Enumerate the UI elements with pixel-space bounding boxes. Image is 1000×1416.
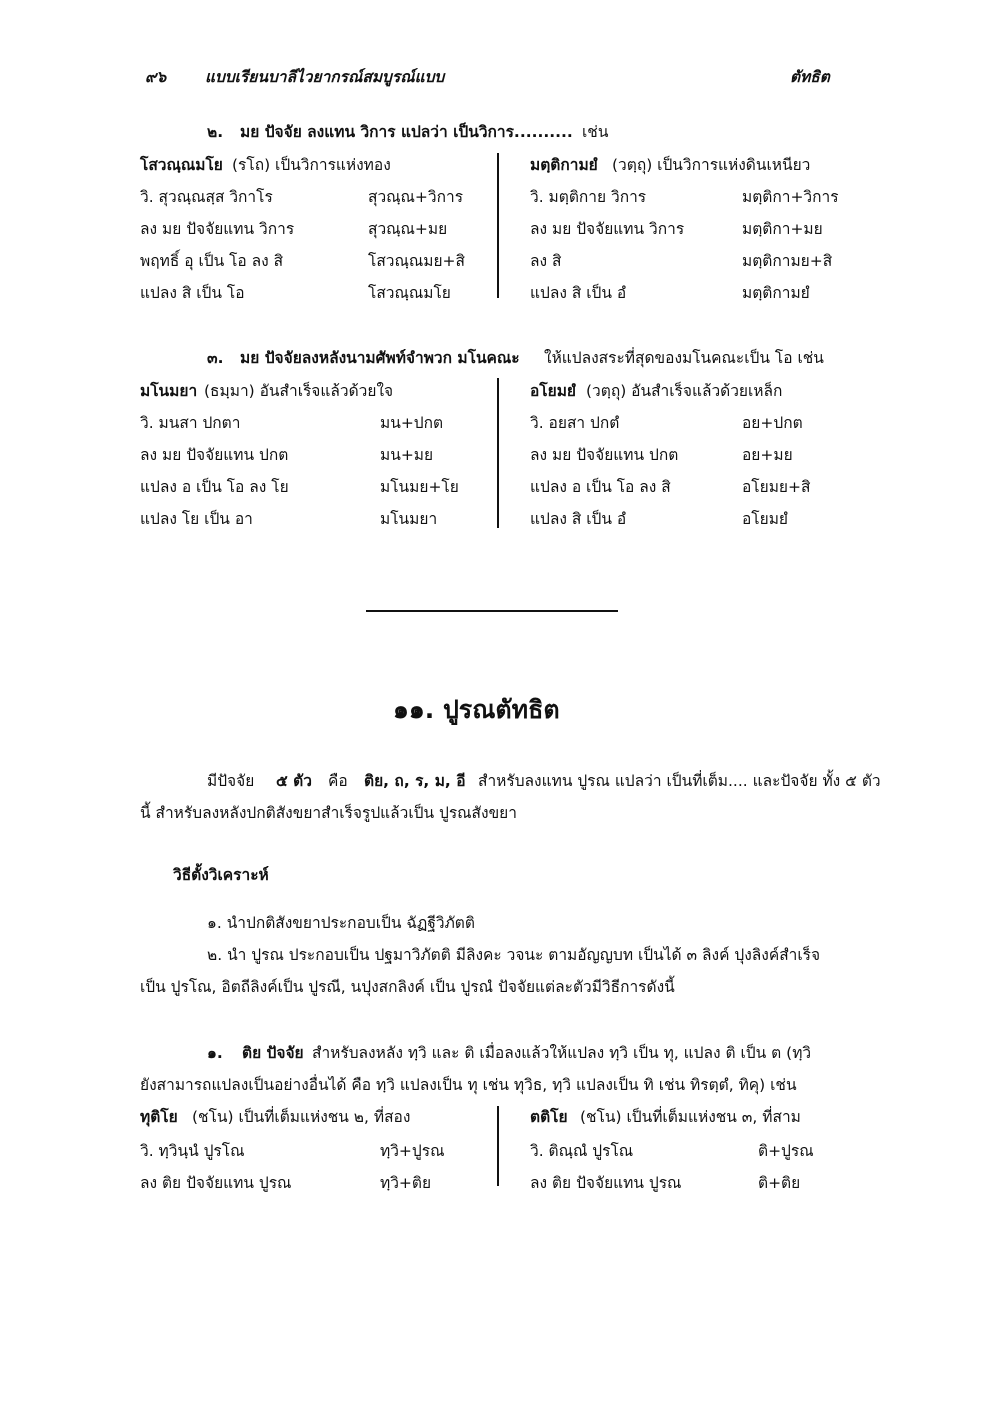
suffix-count: ๕ ตัว [276,772,312,790]
derivation-step: ลง มย ปัจจัยแทน ปกต [140,446,289,464]
tiya-text: ยังสามารถแปลงเป็นอย่างอื่นได้ คือ ทฺวิ แปลงเป็น ทุ เช่น ทุวิธ, ทฺวิ แปลงเป็น ทิ เช่น ทิรตฺตํ, ทิคุ) เช่น [140,1076,797,1094]
tiya-name: ติย ปัจจัย [242,1044,304,1062]
section-3-number: ๓. [207,349,224,367]
derivation-result: มน+ปกต [380,414,444,432]
derivation-result: มน+มย [380,446,434,464]
example-word: ทุติโย [140,1108,178,1126]
suffix-list: ติย, ถ, ร, ม, อี [364,772,466,790]
derivation-result: ทฺวิ+ติย [380,1174,432,1192]
derivation-step: ลง มย ปัจจัยแทน วิการ [530,220,685,238]
derivation-result: อย+มย [742,446,793,464]
intro-text: คือ [328,772,348,790]
derivation-step: พฤทธิ์ อุ เป็น โอ ลง สิ [140,252,284,270]
example-desc: (ธมฺมา) อันสำเร็จแล้วด้วยใจ [204,382,394,400]
section-2-heading: มย ปัจจัย ลงแทน วิการ แปลว่า เป็นวิการ.......... [240,123,573,141]
derivation-result: มโนมย+โย [380,478,459,496]
column-divider [497,153,499,298]
section-divider [366,610,618,612]
derivation-result: สุวณฺณ+มย [368,220,448,238]
intro-text: นี้ สำหรับลงหลังปกติสังขยาสำเร็จรูปแล้วเป็น ปูรณสังขยา [140,804,517,822]
example-desc: (วตฺถุ) อันสำเร็จแล้วด้วยเหล็ก [586,382,783,400]
derivation-step: ลง ติย ปัจจัยแทน ปูรณ [140,1174,292,1192]
method-item: ๒. นำ ปูรณ ประกอบเป็น ปฐมาวิภัตติ มีลิงคะ วจนะ ตามอัญญบท เป็นได้ ๓ ลิงค์ ปุงลิงค์สำเร็จ [207,946,821,964]
derivation-step: ลง สิ [530,252,562,270]
derivation-result: มตฺติกา+วิการ [742,188,839,206]
derivation-step: วิ. มนสา ปกตา [140,414,241,432]
derivation-result: มโนมยา [380,510,438,528]
derivation-step: วิ. สุวณฺณสฺส วิกาโร [140,188,273,206]
section-3-heading: มย ปัจจัยลงหลังนามศัพท์จำพวก มโนคณะ [240,349,520,367]
derivation-result: อย+ปกต [742,414,803,432]
derivation-step: แปลง สิ เป็น โอ [140,284,245,302]
derivation-result: มตฺติกามย+สิ [742,252,833,270]
page-number: ๙๖ [145,68,167,86]
method-item: ๑. นำปกติสังขยาประกอบเป็น ฉัฏฐีวิภัตติ [207,914,475,932]
derivation-result: ติ+ปูรณ [758,1142,814,1160]
derivation-step: วิ. ติณฺณํ ปูรโณ [530,1142,634,1160]
derivation-result: มตฺติกามยํ [742,284,810,302]
book-title: แบบเรียนบาลีไวยากรณ์สมบูรณ์แบบ [205,68,445,86]
example-word: อโยมยํ [530,382,577,400]
example-desc: (ชโน) เป็นที่เต็มแห่งชน ๒, ที่สอง [192,1108,411,1126]
derivation-result: อโยมยํ [742,510,789,528]
derivation-step: ลง มย ปัจจัยแทน วิการ [140,220,295,238]
derivation-step: ลง มย ปัจจัยแทน ปกต [530,446,679,464]
example-desc: (ชโน) เป็นที่เต็มแห่งชน ๓, ที่สาม [580,1108,801,1126]
derivation-step: แปลง อ เป็น โอ ลง สิ [530,478,671,496]
derivation-step: แปลง สิ เป็น อํ [530,510,627,528]
derivation-step: วิ. มตฺติกาย วิการ [530,188,647,206]
section-3-heading-tail: ให้แปลงสระที่สุดของมโนคณะเป็น โอ เช่น [544,349,824,367]
example-word: ตติโย [530,1108,568,1126]
column-divider [497,378,499,528]
derivation-step: แปลง โย เป็น อา [140,510,253,528]
chapter-label: ตัทธิต [790,68,830,86]
intro-text: สำหรับลงแทน ปูรณ แปลว่า เป็นที่เต็ม.... และปัจจัย ทั้ง ๕ ตัว [478,772,881,790]
tiya-text: สำหรับลงหลัง ทฺวิ และ ติ เมื่อลงแล้วให้แปลง ทฺวิ เป็น ทุ, แปลง ติ เป็น ต (ทฺวิ [312,1044,812,1062]
derivation-step: วิ. ทฺวินฺนํ ปูรโณ [140,1142,245,1160]
example-word: มตฺติกามยํ [530,156,598,174]
example-desc: (รโถ) เป็นวิการแห่งทอง [232,156,391,174]
example-word: โสวณฺณมโย [140,156,223,174]
intro-text: มีปัจจัย [207,772,255,790]
derivation-result: โสวณฺณมโย [368,284,451,302]
column-divider [497,1106,499,1186]
tiya-number: ๑. [207,1044,223,1062]
section-2-heading-tail: เช่น [582,123,609,141]
derivation-step: แปลง สิ เป็น อํ [530,284,627,302]
derivation-step: วิ. อยสา ปกตํ [530,414,620,432]
chapter-title: ๑๑. ปูรณตัทธิต [393,695,560,724]
derivation-result: มตฺติกา+มย [742,220,823,238]
derivation-result: ทฺวิ+ปูรณ [380,1142,445,1160]
derivation-step: ลง ติย ปัจจัยแทน ปูรณ [530,1174,682,1192]
derivation-step: แปลง อ เป็น โอ ลง โย [140,478,289,496]
derivation-result: โสวณฺณมย+สิ [368,252,465,270]
example-desc: (วตฺถุ) เป็นวิการแห่งดินเหนียว [612,156,811,174]
derivation-result: สุวณฺณ+วิการ [368,188,464,206]
derivation-result: ติ+ติย [758,1174,801,1192]
method-item-continued: เป็น ปูรโณ, อิตถีลิงค์เป็น ปูรณี, นปุงสกลิงค์ เป็น ปูรณํ ปัจจัยแต่ละตัวมีวิธีการดังนี้ [140,978,675,996]
example-word: มโนมยา [140,382,198,400]
derivation-result: อโยมย+สิ [742,478,811,496]
section-2-number: ๒. [207,123,224,141]
method-heading: วิธีตั้งวิเคราะห์ [173,866,269,884]
